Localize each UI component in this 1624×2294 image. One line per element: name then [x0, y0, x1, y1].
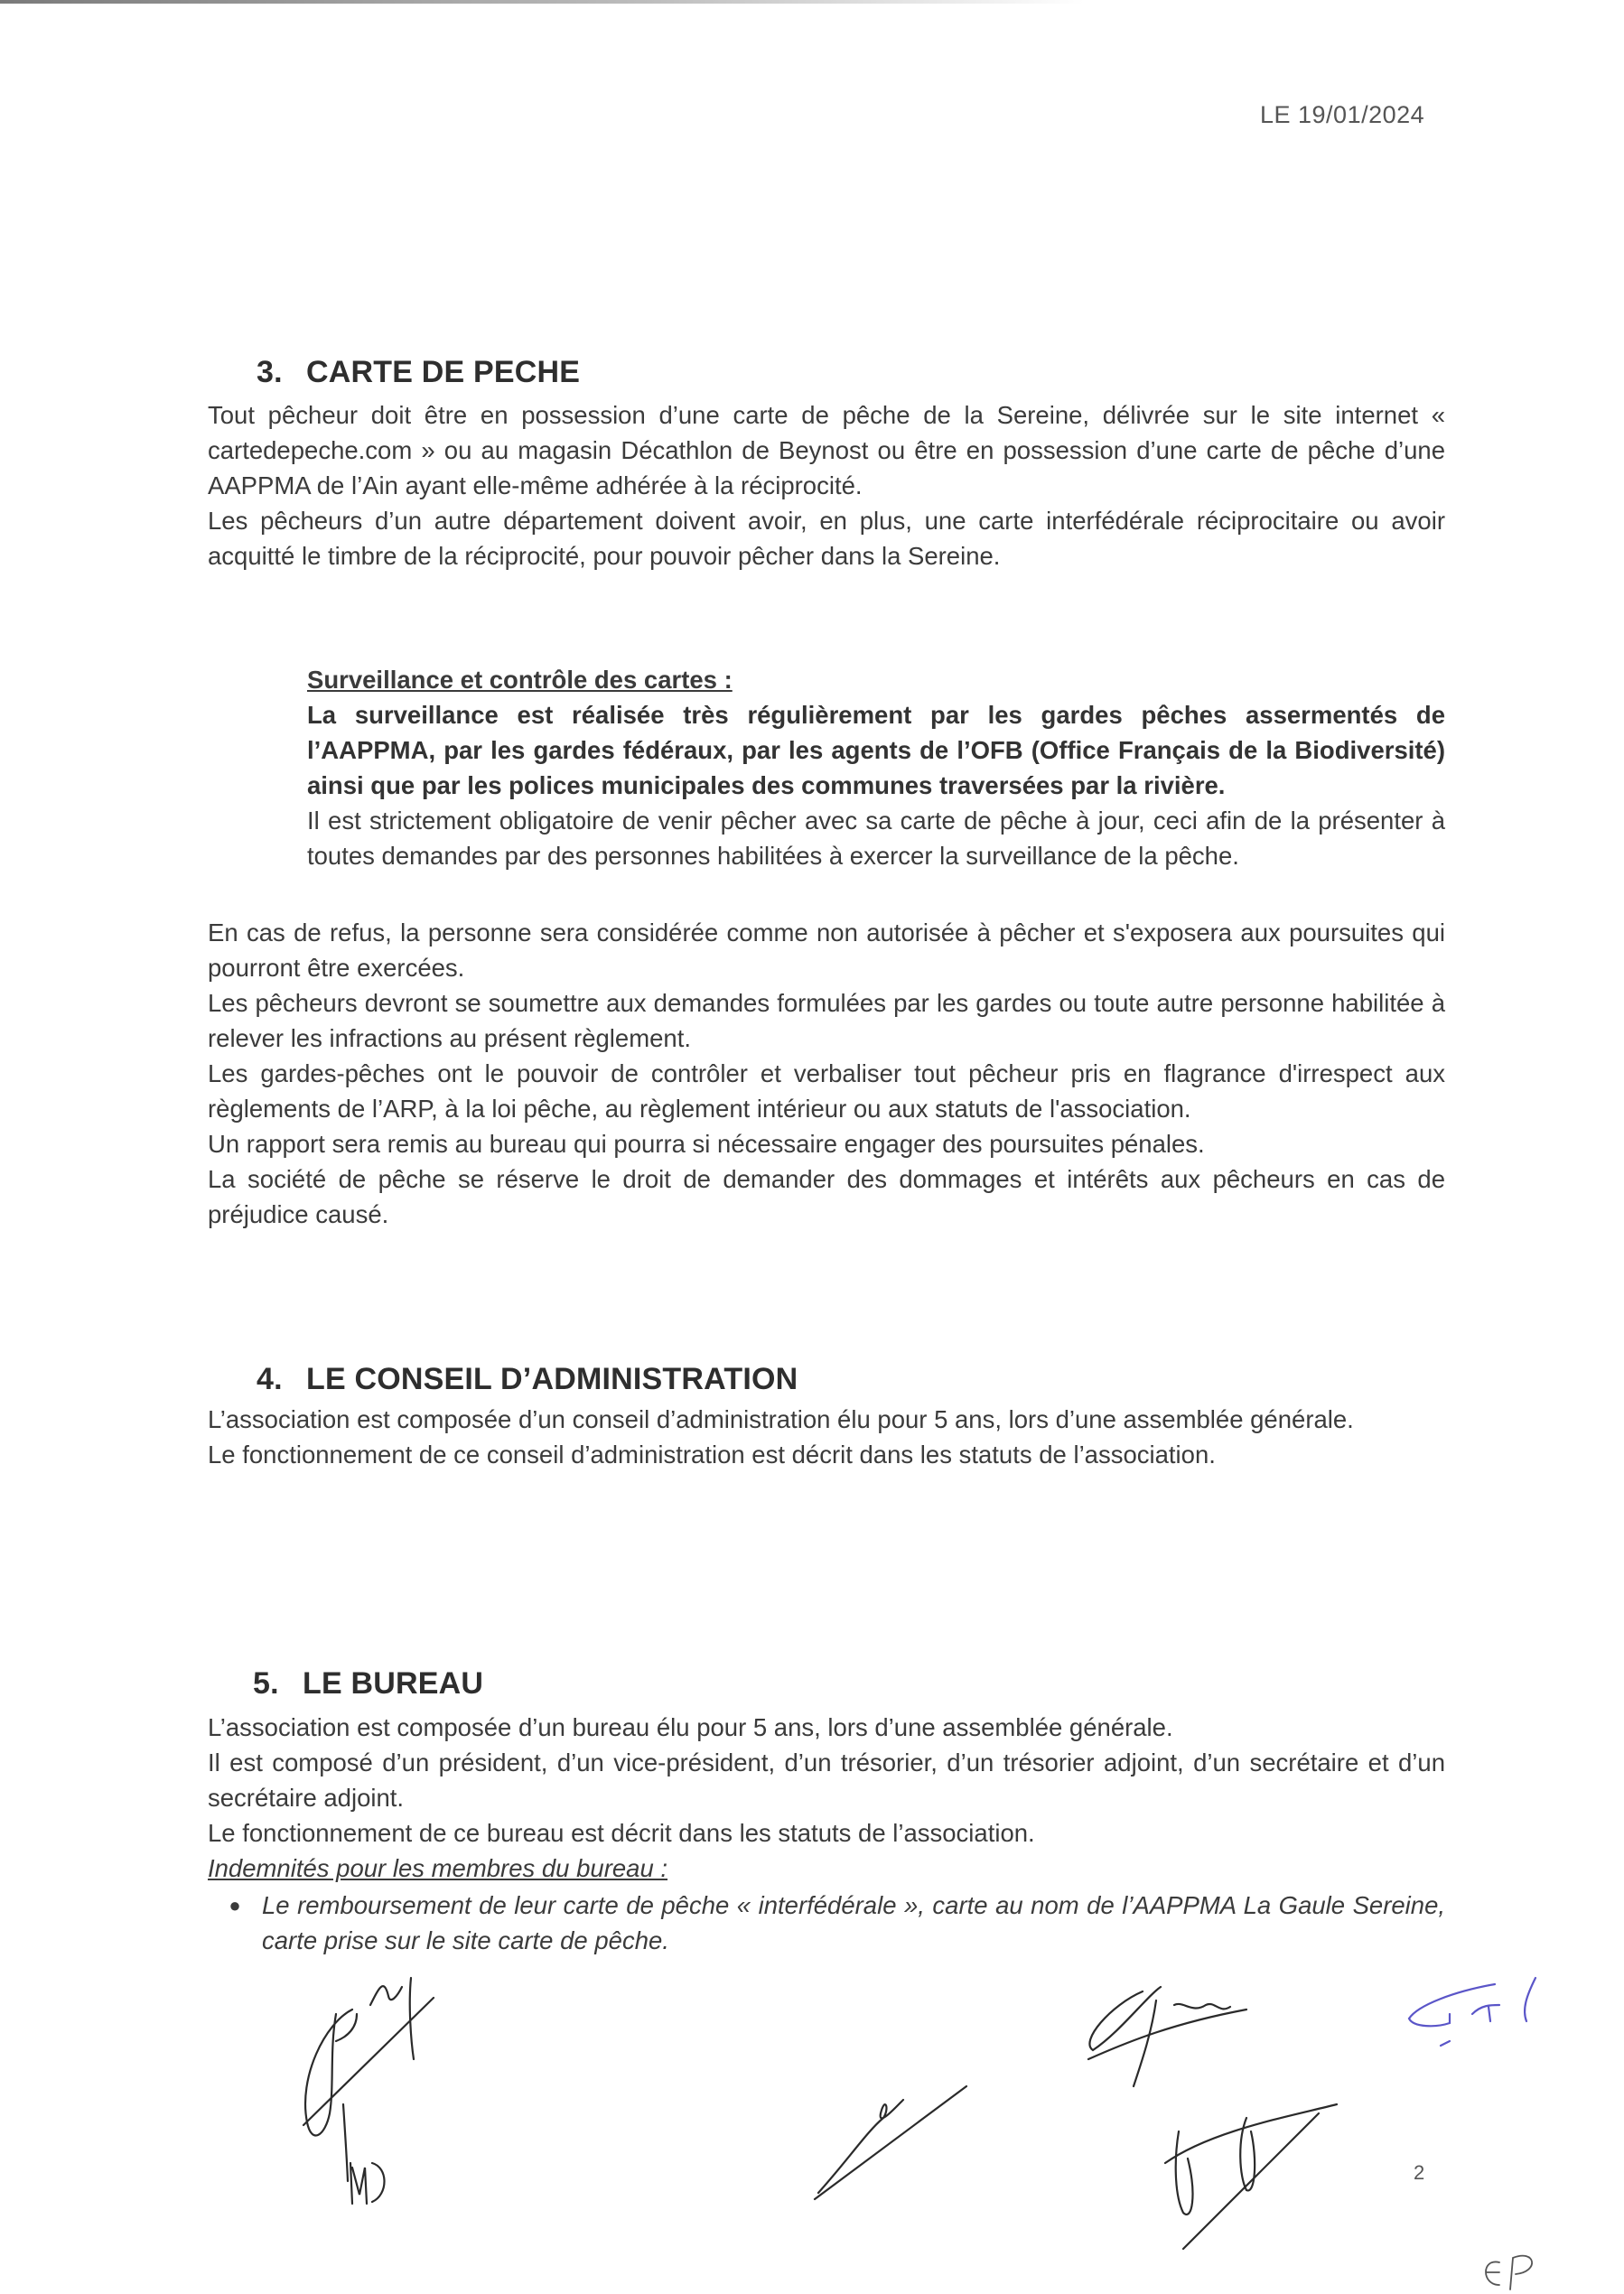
section-5-body — [208, 1710, 1445, 1958]
paragraph: En cas de refus, la personne sera considérée comme non autorisée à pêcher et s'exposera aux poursuites qui pourront être exercées. — [208, 919, 1445, 982]
document-date: LE 19/01/2024 — [1260, 101, 1425, 128]
section-number: 4. — [257, 1362, 283, 1396]
signature-4 — [1165, 2104, 1337, 2249]
paragraph: Les pêcheurs devront se soumettre aux demandes formulées par les gardes ou toute autre personne habilitée à relever les infractions au présent règlement. — [208, 989, 1445, 1052]
initials-ep — [1486, 2256, 1532, 2289]
page-number: 2 — [1414, 2161, 1425, 2184]
paragraph: Les gardes-pêches ont le pouvoir de contrôler et verbaliser tout pêcheur pris en flagrance d'irrespect aux règlements de l’ARP, à la loi pêche, au règlement intérieur ou aux statuts de l'association. — [208, 1059, 1445, 1123]
paragraph: L’association est composée d’un bureau élu pour 5 ans, lors d’une assemblée générale. — [208, 1713, 1173, 1741]
paragraph: Le fonctionnement de ce bureau est décrit dans les statuts de l’association. — [208, 1819, 1035, 1847]
section-title-text: LE CONSEIL D’ADMINISTRATION — [306, 1362, 798, 1396]
section-4-title — [257, 1362, 798, 1397]
bold-paragraph: La surveillance est réalisée très régulièrement par les gardes pêches assermentés de l’AAPPMA, par les gardes fédéraux, par les agents de l’OFB (Office Français de la Biodiversité) ainsi que par les polices municipales des communes traversées par la rivière. — [307, 701, 1445, 799]
bullet-item — [208, 1888, 1445, 1958]
scan-edge — [0, 0, 1084, 4]
bullet-icon: ● — [229, 1894, 241, 1916]
surveillance-rules — [208, 915, 1445, 1232]
paragraph: Tout pêcheur doit être en possession d’une carte de pêche de la Sereine, délivrée sur le site internet « cartedepeche.com » ou au magasin Décathlon de Beynost ou être en possession d’une carte de pêche d’une AAPPMA de l’Ain ayant elle-même adhérée à la réciprocité. — [208, 401, 1445, 499]
indemnities-heading: Indemnités pour les membres du bureau : — [208, 1854, 668, 1882]
paragraph: Les pêcheurs d’un autre département doivent avoir, en plus, une carte interfédérale réciprocitaire ou avoir acquitté le timbre de la réciprocité, pour pouvoir pêcher dans la Sereine. — [208, 507, 1445, 570]
signature-3 — [1088, 1987, 1246, 2086]
section-number: 3. — [257, 355, 283, 389]
paragraph: Il est composé d’un président, d’un vice-président, d’un trésorier, d’un trésorier adjoint, d’un secrétaire et d’un secrétaire adjoint. — [208, 1748, 1445, 1812]
subsection-heading: Surveillance et contrôle des cartes : — [307, 666, 733, 694]
section-3-title — [257, 355, 580, 390]
section-title-text: CARTE DE PECHE — [306, 355, 581, 389]
paragraph: Le fonctionnement de ce conseil d’administration est décrit dans les statuts de l’association. — [208, 1441, 1216, 1469]
signature-1 — [303, 1978, 434, 2181]
paragraph: L’association est composée d’un conseil d’administration élu pour 5 ans, lors d’une assemblée générale. — [208, 1405, 1354, 1433]
paragraph: La société de pêche se réserve le droit de demander des dommages et intérêts aux pêcheurs en cas de préjudice causé. — [208, 1165, 1445, 1228]
section-5-title — [253, 1666, 483, 1702]
signature-2 — [815, 2086, 966, 2199]
paragraph: Un rapport sera remis au bureau qui pourra si nécessaire engager des poursuites pénales. — [208, 1130, 1205, 1158]
paragraph: Il est strictement obligatoire de venir pêcher avec sa carte de pêche à jour, ceci afin de la présenter à toutes demandes par des personnes habilitées à exercer la surveillance de la pêche. — [307, 807, 1445, 870]
initials-md — [350, 2163, 385, 2204]
section-4-body — [208, 1402, 1445, 1472]
signature-5-blue — [1409, 1978, 1535, 2046]
bullet-text: Le remboursement de leur carte de pêche « interfédérale », carte au nom de l’AAPPMA La Gaule Sereine, carte prise sur le site carte de pêche. — [262, 1891, 1445, 1954]
section-title-text: LE BUREAU — [303, 1666, 484, 1701]
surveillance-subsection — [307, 662, 1445, 873]
section-3-body — [208, 397, 1445, 574]
signatures-area — [0, 1951, 1624, 2294]
section-number: 5. — [253, 1666, 279, 1701]
